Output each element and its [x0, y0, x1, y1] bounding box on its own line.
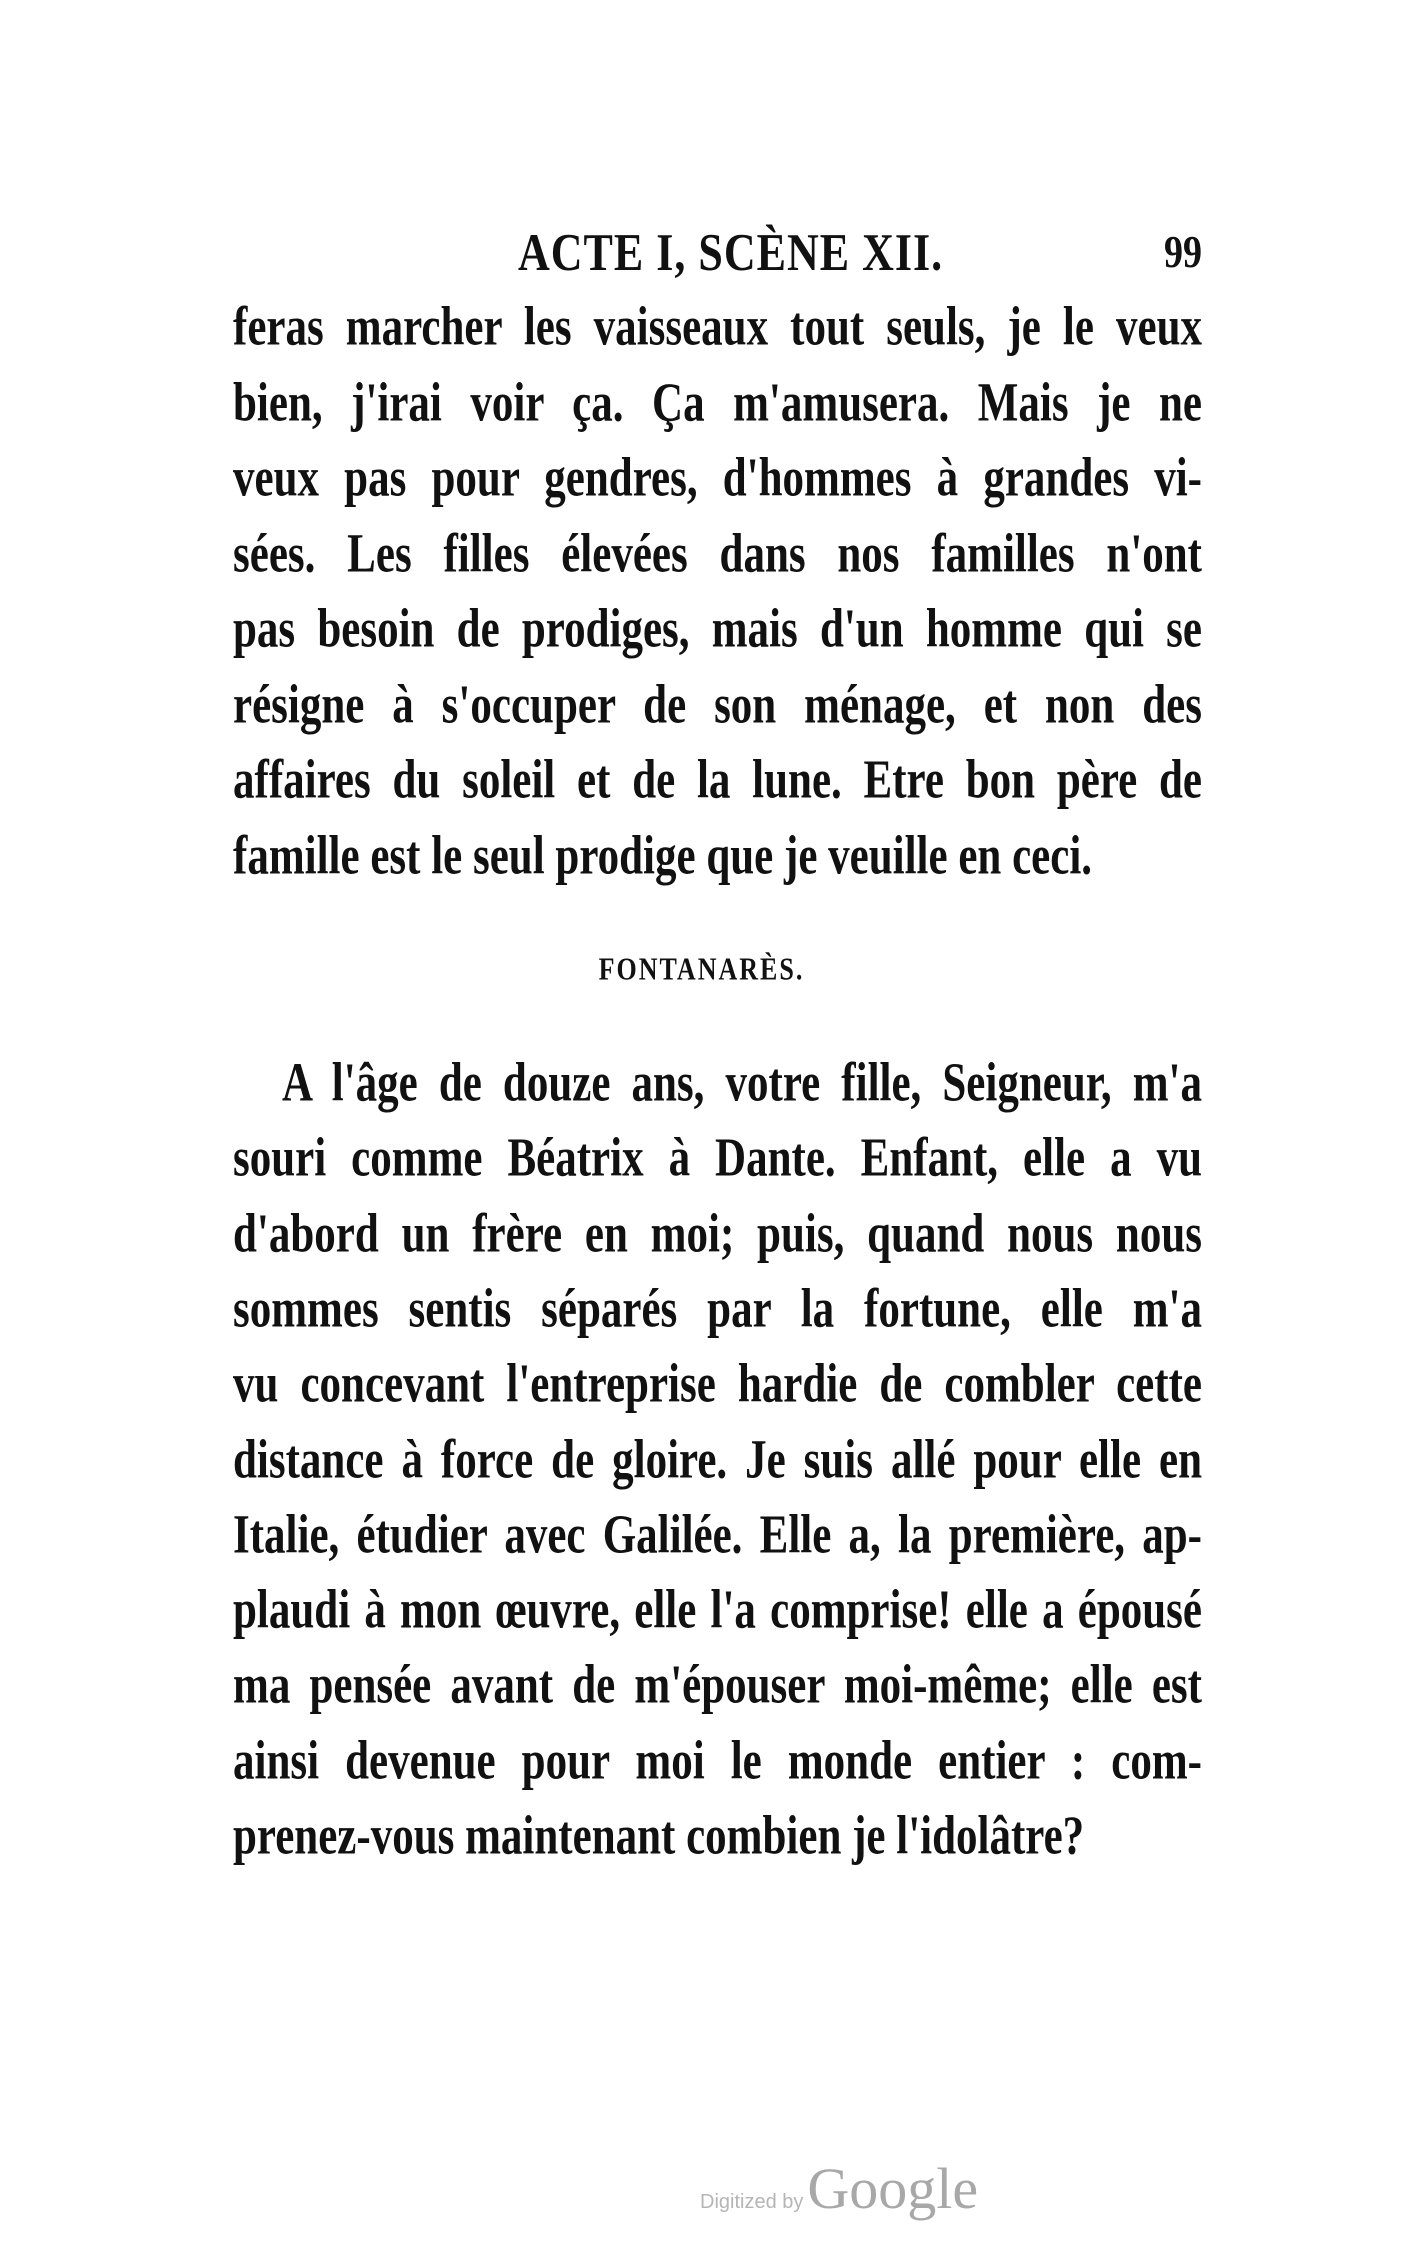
text-line: souri comme Béatrix à Dante. Enfant, elle a vu: [233, 1128, 1202, 1189]
text-line: ainsi devenue pour moi le monde entier : com-: [233, 1730, 1202, 1792]
digitized-by-google-watermark: [700, 2155, 978, 2222]
text-line: résigne à s'occuper de son ménage, et non des: [233, 674, 1202, 735]
text-line: d'abord un frère en moi; puis, quand nous nous: [233, 1203, 1202, 1265]
text-line: A l'âge de douze ans, votre fille, Seigneur, m'a: [282, 1053, 1202, 1114]
text-line: ma pensée avant de m'épouser moi-même; elle est: [233, 1655, 1202, 1716]
page-number: 99: [1164, 227, 1202, 278]
text-line: distance à force de gloire. Je suis allé pour elle en: [233, 1429, 1202, 1490]
text-line: bien, j'irai voir ça. Ça m'amusera. Mais je ne: [233, 372, 1202, 433]
text-line: affaires du soleil et de la lune. Etre bon père de: [233, 750, 1202, 811]
text-line: feras marcher les vaisseaux tout seuls, je le veux: [233, 297, 1202, 358]
text-line: vu concevant l'entreprise hardie de combler cette: [233, 1354, 1202, 1415]
text-line: veux pas pour gendres, d'hommes à grandes vi-: [233, 448, 1202, 509]
watermark-prefix: Digitized by: [700, 2191, 804, 2213]
text-line: Italie, étudier avec Galilée. Elle a, la première, ap-: [233, 1505, 1202, 1566]
text-line: famille est le seul prodige que je veuille en ceci.: [233, 825, 1093, 886]
text-line: plaudi à mon œuvre, elle l'a comprise! elle a épousé: [233, 1580, 1202, 1641]
text-line: prenez-vous maintenant combien je l'idolâtre?: [233, 1806, 1085, 1867]
watermark-brand: Google: [807, 2156, 979, 2221]
text-line: sommes sentis séparés par la fortune, elle m'a: [233, 1279, 1202, 1340]
speaker-name: FONTANARÈS.: [598, 952, 805, 987]
running-title: ACTE I, SCÈNE XII.: [518, 223, 944, 282]
page-header: [233, 222, 1202, 282]
text-line: sées. Les filles élevées dans nos familles n'ont: [233, 523, 1202, 584]
text-line: pas besoin de prodiges, mais d'un homme qui se: [233, 599, 1202, 660]
